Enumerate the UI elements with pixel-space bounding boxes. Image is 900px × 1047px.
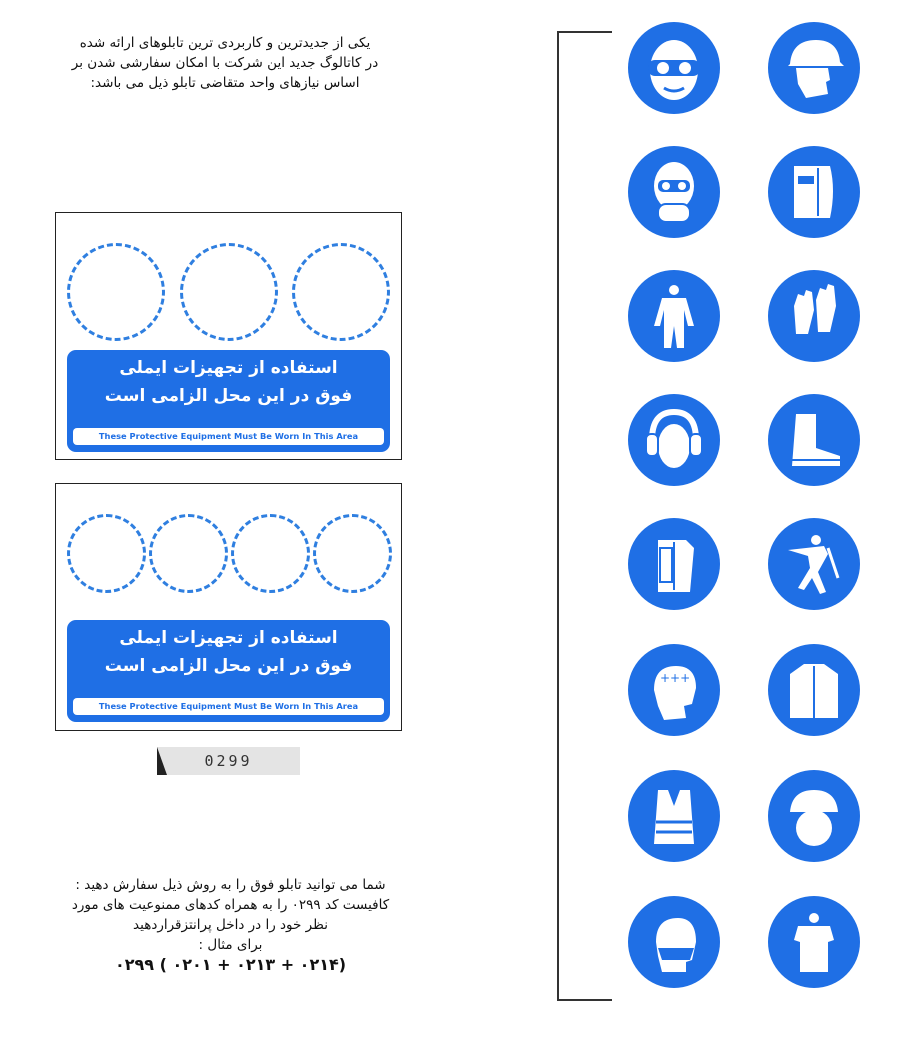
pictogram-slot — [149, 514, 228, 593]
lab-coat-icon — [768, 644, 860, 736]
pictogram-slot — [292, 243, 390, 341]
svg-text:+++: +++ — [660, 671, 691, 685]
safety-harness-icon — [768, 518, 860, 610]
sign-three-slots — [55, 212, 402, 460]
order-line-3: نظر خود را در داخل پرانتزقراردهید — [133, 917, 328, 933]
pictogram-slot — [231, 514, 310, 593]
welding-shield-icon — [768, 146, 860, 238]
pictogram-slot — [180, 243, 278, 341]
safety-goggles-icon — [628, 22, 720, 114]
sign-text-fa-2: فوق در این محل الزامی است — [104, 656, 353, 676]
product-code-label — [157, 747, 300, 775]
order-line-2: کافیست کد ۰۲۹۹ را به همراه کدهای ممنوعیت های مورد — [71, 897, 390, 913]
apron-icon — [768, 896, 860, 988]
face-mask-icon — [628, 896, 720, 988]
sign-text-fa-2: فوق در این محل الزامی است — [104, 386, 353, 406]
order-example-formula: ۰۲۹۹ ( ۰۲۰۱ + ۰۲۱۳ + ۰۲۱۴) — [114, 955, 347, 974]
coverall-suit-icon — [628, 270, 720, 362]
sign-text-fa-1: استفاده از تجهیزات ایملی — [119, 358, 338, 378]
order-line-4: برای مثال : — [198, 937, 263, 953]
icon-group-bracket — [557, 31, 612, 1001]
sign-four-slots — [55, 483, 402, 731]
product-code: 0299 — [204, 752, 253, 770]
intro-line-1: یکی از جدیدترین و کاربردی ترین تابلوهای ارائه شده — [79, 35, 371, 51]
sign-text-en: These Protective Equipment Must Be Worn In This Area — [73, 698, 384, 715]
sign-text-en: These Protective Equipment Must Be Worn In This Area — [73, 428, 384, 445]
intro-line-2: در کاتالوگ جدید این شرکت با امکان سفارشی شدن بر — [71, 55, 379, 71]
pictogram-slot — [313, 514, 392, 593]
hard-hat-icon — [768, 22, 860, 114]
intro-paragraph — [10, 33, 440, 93]
hair-net-icon — [768, 770, 860, 862]
pictogram-slot — [67, 514, 146, 593]
ear-muffs-icon — [628, 394, 720, 486]
high-visibility-vest-icon — [628, 770, 720, 862]
head-protection-icon — [628, 644, 720, 736]
face-shield-icon — [628, 518, 720, 610]
pictogram-slot — [67, 243, 165, 341]
protective-gloves-icon — [768, 270, 860, 362]
safety-boots-icon — [768, 394, 860, 486]
sign-banner — [67, 350, 390, 452]
ordering-instructions — [8, 875, 453, 975]
sign-banner — [67, 620, 390, 722]
intro-line-3: اساس نیازهای واحد متقاضی تابلو ذیل می باشد: — [90, 75, 360, 91]
respirator-mask-icon — [628, 146, 720, 238]
sign-text-fa-1: استفاده از تجهیزات ایملی — [119, 628, 338, 648]
order-line-1: شما می توانید تابلو فوق را به روش ذیل سفارش دهید : — [75, 877, 386, 893]
